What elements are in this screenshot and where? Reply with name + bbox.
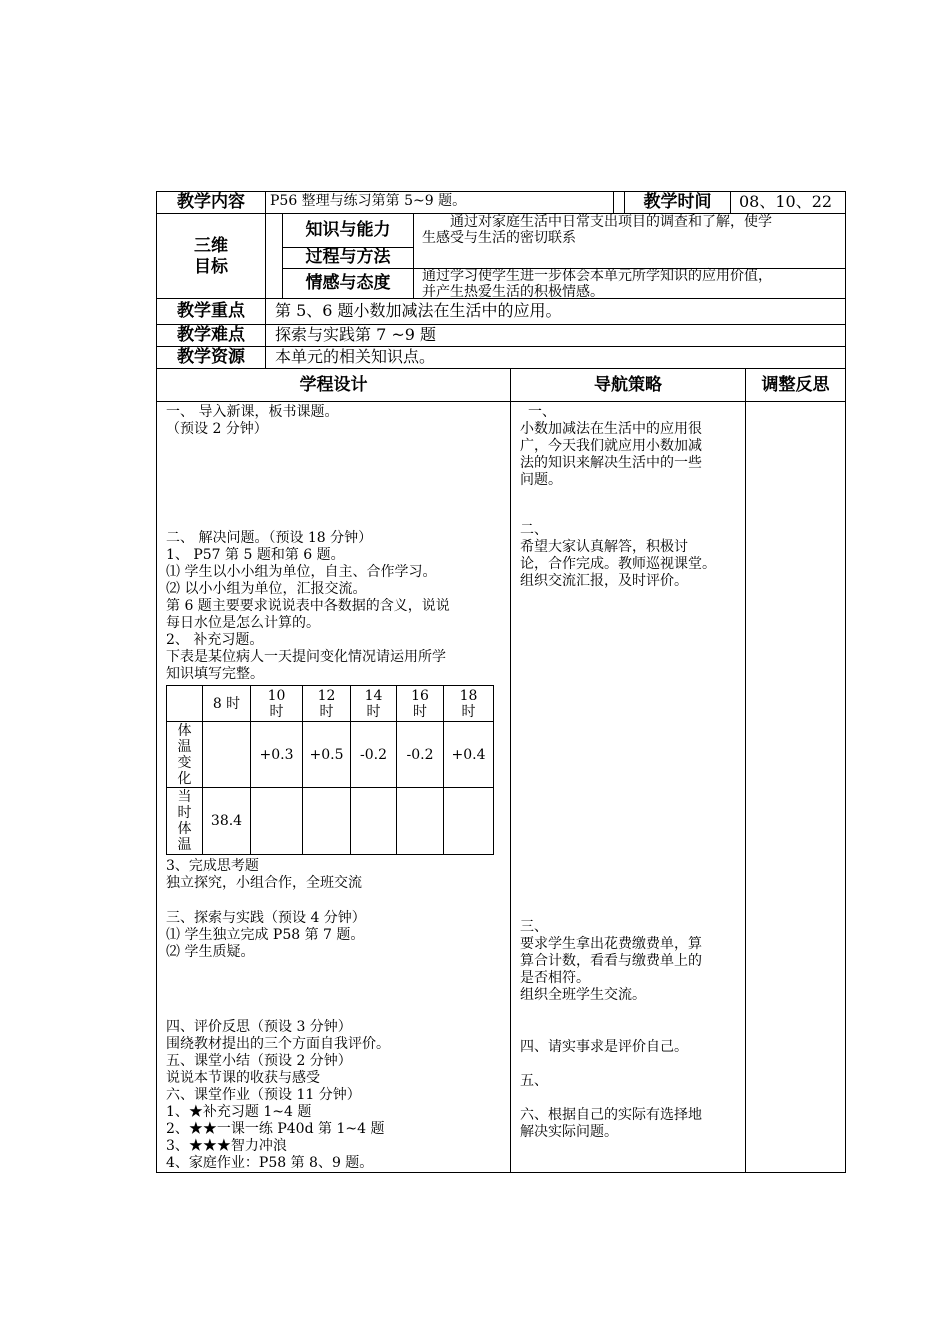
design-section-2 (166, 530, 450, 683)
design-line: ⑴ 学生独立完成 P58 第 7 题。 (166, 927, 365, 943)
row-label-current: 当 时 体 温 (167, 788, 203, 855)
design-line: 2、 补充习题。 (166, 632, 264, 648)
design-line: 围绕教材提出的三个方面自我评价。 (166, 1036, 390, 1052)
table-cell: +0.3 (251, 722, 303, 788)
design-section-4 (166, 1019, 390, 1172)
design-line: ⑴ 学生以小小组为单位，自主、合作学习。 (166, 564, 437, 580)
process-label: 过程与方法 (305, 247, 391, 267)
design-line: 三、探索与实践（预设 4 分钟） (166, 910, 366, 926)
table-cell (167, 686, 203, 722)
knowledge-label: 知识与能力 (305, 220, 391, 240)
table-cell (203, 722, 251, 788)
strategy-section-2 (520, 522, 716, 590)
strategy-section-3 (520, 919, 702, 1004)
strategy-line: 组织交流汇报，及时评价。 (520, 573, 688, 589)
key-point-value: 第 5、6 题小数加减法在生活中的应用。 (275, 301, 562, 320)
time-header-8: 8 时 (203, 686, 251, 722)
design-section-1 (166, 404, 338, 438)
strategy-line: 组织全班学生交流。 (520, 987, 646, 1003)
table-cell: +0.4 (444, 722, 494, 788)
design-line: 四、评价反思（预设 3 分钟） (166, 1019, 352, 1035)
strategy-line: 小数加减法在生活中的应用很 (520, 421, 702, 437)
design-line: 1、★补充习题 1~4 题 (166, 1104, 312, 1120)
design-line: 五、课堂小结（预设 2 分钟） (166, 1053, 352, 1069)
time-header-16: 16 时 (397, 686, 444, 722)
design-line: 1、 P57 第 5 题和第 6 题。 (166, 547, 345, 563)
design-section-2b (166, 858, 362, 892)
strategy-line: 算合计数，看看与缴费单上的 (520, 953, 702, 969)
strategy-line: 是否相符。 (520, 970, 590, 986)
time-header-18: 18 时 (444, 686, 494, 722)
strategy-line: 法的知识来解决生活中的一些 (520, 455, 702, 471)
time-header-14: 14 时 (351, 686, 397, 722)
design-line: 4、家庭作业：P58 第 8、9 题。 (166, 1155, 374, 1171)
design-line: 3、完成思考题 (166, 858, 259, 874)
goals-label (157, 236, 265, 278)
strategy-line: 广，今天我们就应用小数加减 (520, 438, 702, 454)
knowledge-text-line1: 通过对家庭生活中日常支出项目的调查和了解，使学 (422, 214, 772, 230)
design-section-3 (166, 910, 366, 961)
resource-value: 本单元的相关知识点。 (275, 347, 436, 366)
strategy-line: 六、根据自己的实际有选择地 (520, 1107, 702, 1123)
goals-label-line1: 三维 (194, 236, 228, 256)
strategy-line: 解决实际问题。 (520, 1124, 618, 1140)
reflection-column-header: 调整反思 (761, 375, 830, 395)
content-label: 教学内容 (177, 192, 245, 212)
design-line: 下表是某位病人一天提问变化情况请运用所学 (166, 649, 446, 665)
strategy-line: 问题。 (520, 472, 562, 488)
design-line: ⑵ 学生质疑。 (166, 944, 255, 960)
table-row (167, 788, 494, 855)
goals-label-line2: 目标 (194, 257, 228, 277)
table-cell (251, 788, 303, 855)
table-cell: -0.2 (397, 722, 444, 788)
row-label-change: 体 温 变 化 (167, 722, 203, 788)
knowledge-text (422, 214, 772, 246)
table-row (167, 686, 494, 722)
key-point-label: 教学重点 (177, 301, 245, 321)
strategy-line: 一、 (528, 404, 556, 420)
table-cell (397, 788, 444, 855)
design-column-header: 学程设计 (299, 375, 368, 395)
table-cell (303, 788, 351, 855)
difficulty-label: 教学难点 (177, 325, 245, 345)
strategy-section-1 (520, 404, 702, 489)
strategy-line: 三、 (520, 919, 548, 935)
strategy-line: 要求学生拿出花费缴费单，算 (520, 936, 702, 952)
strategy-line: 希望大家认真解答，积极讨 (520, 539, 688, 555)
resource-label: 教学资源 (177, 347, 245, 367)
strategy-section-6 (520, 1107, 702, 1141)
time-value: 08、10、22 (739, 192, 833, 211)
strategy-section-4: 四、请实事求是评价自己。 (520, 1039, 688, 1055)
time-label: 教学时间 (643, 192, 712, 212)
table-row (167, 722, 494, 788)
time-header-12: 12 时 (303, 686, 351, 722)
design-line: 知识填写完整。 (166, 666, 264, 682)
design-line: 一、 导入新课，板书课题。 (166, 404, 339, 420)
design-line: 二、 解决问题。（预设 18 分钟） (166, 530, 373, 546)
design-line: ⑵ 以小小组为单位，汇报交流。 (166, 581, 367, 597)
temperature-table (166, 685, 494, 855)
design-line: 说说本节课的收获与感受 (166, 1070, 320, 1086)
strategy-column-header: 导航策略 (594, 375, 662, 395)
table-cell (351, 788, 397, 855)
design-line: 独立探究，小组合作，全班交流 (166, 875, 362, 891)
emotion-text-line1: 通过学习使学生进一步体会本单元所学知识的应用价值， (422, 268, 772, 284)
emotion-text (422, 268, 772, 300)
design-line: （预设 2 分钟） (166, 421, 268, 437)
difficulty-value: 探索与实践第 7 ~9 题 (275, 325, 437, 344)
table-cell: -0.2 (351, 722, 397, 788)
design-line: 六、课堂作业（预设 11 分钟） (166, 1087, 361, 1103)
table-cell (444, 788, 494, 855)
table-cell: 38.4 (203, 788, 251, 855)
time-header-10: 10 时 (251, 686, 303, 722)
design-line: 2、★★一课一练 P40d 第 1~4 题 (166, 1121, 385, 1137)
strategy-section-5: 五、 (520, 1073, 548, 1089)
design-line: 第 6 题主要要求说说表中各数据的含义，说说 (166, 598, 450, 614)
table-cell: +0.5 (303, 722, 351, 788)
strategy-line: 论，合作完成。教师巡视课堂。 (520, 556, 716, 572)
knowledge-text-line2: 生感受与生活的密切联系 (422, 230, 576, 246)
content-value: P56 整理与练习第第 5~9 题。 (270, 193, 467, 209)
strategy-line: 二、 (520, 522, 548, 538)
emotion-label: 情感与态度 (305, 273, 391, 293)
design-line: 每日水位是怎么计算的。 (166, 615, 320, 631)
emotion-text-line2: 并产生热爱生活的积极情感。 (422, 284, 604, 300)
design-line: 3、★★★智力冲浪 (166, 1138, 287, 1154)
